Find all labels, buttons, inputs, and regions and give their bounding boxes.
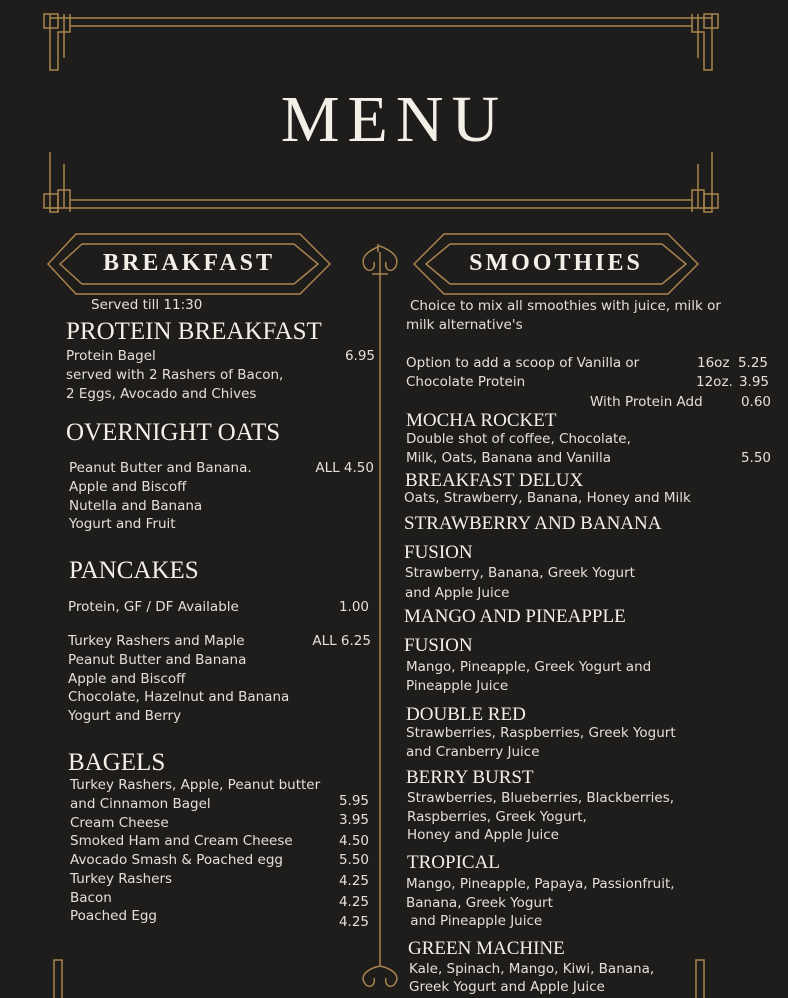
mango-line: Mango, Pineapple, Greek Yogurt and	[406, 659, 652, 675]
protein-line: served with 2 Rashers of Bacon,	[66, 367, 284, 383]
strawberry-line: and Apple Juice	[405, 585, 510, 601]
bagel-item: Avocado Smash & Poached egg	[70, 852, 283, 868]
bagel-price: 4.25	[338, 873, 369, 889]
protein-line: 2 Eggs, Avocado and Chives	[66, 386, 257, 402]
mocha-line: Milk, Oats, Banana and Vanilla	[406, 450, 612, 466]
bagel-item: Turkey Rashers	[70, 871, 173, 887]
smoothies-intro: milk alternative's	[406, 317, 523, 333]
pancakes-option-price: 1.00	[338, 599, 369, 615]
smoothies-banner: SMOOTHIES	[469, 250, 643, 276]
bagels-line: Turkey Rashers, Apple, Peanut butter	[70, 777, 321, 793]
bagel-item: and Cinnamon Bagel	[70, 796, 211, 812]
breakfast-note: Served till 11:30	[91, 297, 203, 313]
oats-item: Peanut Butter and Banana.	[69, 460, 252, 476]
breakfast-delux-heading: BREAKFAST DELUX	[405, 470, 584, 491]
strawberry-banana-heading: STRAWBERRY AND BANANA	[404, 513, 662, 534]
oats-price: ALL 4.50	[315, 460, 374, 476]
bagel-item: Cream Cheese	[70, 815, 169, 831]
pancakes-heading: PANCAKES	[69, 557, 199, 584]
pancakes-item: Apple and Biscoff	[68, 671, 186, 687]
pancakes-option: Protein, GF / DF Available	[68, 599, 239, 615]
berry-line: Raspberries, Greek Yogurt,	[407, 809, 587, 825]
berry-line: Honey and Apple Juice	[407, 827, 559, 843]
tropical-line: and Pineapple Juice	[406, 913, 543, 929]
mango-pineapple-heading: MANGO AND PINEAPPLE	[404, 606, 626, 627]
bagels-heading: BAGELS	[68, 749, 166, 776]
green-line: Kale, Spinach, Mango, Kiwi, Banana,	[409, 961, 655, 977]
option-price: 5.25	[737, 355, 768, 371]
berry-burst-heading: BERRY BURST	[406, 767, 534, 788]
pancakes-item: Peanut Butter and Banana	[68, 652, 247, 668]
bagel-price: 3.95	[338, 812, 369, 828]
protein-line: Protein Bagel	[66, 348, 156, 364]
berry-line: Strawberries, Blueberries, Blackberries,	[407, 790, 675, 806]
double-red-heading: DOUBLE RED	[406, 704, 526, 725]
protein-price: 6.95	[344, 348, 375, 364]
oats-item: Yogurt and Fruit	[69, 516, 176, 532]
bagel-item: Poached Egg	[70, 908, 158, 924]
mocha-line: Double shot of coffee, Chocolate,	[406, 431, 631, 447]
breakfast-banner: BREAKFAST	[103, 250, 275, 276]
mocha-price: 5.50	[740, 450, 771, 466]
pancakes-price: ALL 6.25	[312, 633, 371, 649]
green-line: Greek Yogurt and Apple Juice	[409, 979, 605, 995]
protein-add-price: 0.60	[740, 394, 771, 410]
protein-add-label: With Protein Add	[590, 394, 703, 410]
option-price: 3.95	[738, 374, 769, 390]
mocha-rocket-heading: MOCHA ROCKET	[406, 410, 557, 431]
bagel-price: 5.95	[338, 793, 369, 809]
strawberry-line: Strawberry, Banana, Greek Yogurt	[405, 565, 635, 581]
bagel-price: 4.25	[338, 914, 369, 930]
pancakes-item: Chocolate, Hazelnut and Banana	[68, 689, 290, 705]
double-red-line: Strawberries, Raspberries, Greek Yogurt	[406, 725, 676, 741]
pancakes-item: Yogurt and Berry	[68, 708, 182, 724]
bagel-price: 5.50	[338, 852, 369, 868]
mango-pineapple-heading: FUSION	[404, 635, 473, 656]
tropical-line: Mango, Pineapple, Papaya, Passionfruit,	[406, 876, 675, 892]
menu-title: MENU	[280, 83, 508, 156]
tropical-heading: TROPICAL	[407, 852, 500, 873]
green-machine-heading: GREEN MACHINE	[408, 938, 565, 959]
oats-item: Apple and Biscoff	[69, 479, 187, 495]
double-red-line: and Cranberry Juice	[406, 744, 540, 760]
bagel-price: 4.50	[338, 833, 369, 849]
delux-line: Oats, Strawberry, Banana, Honey and Milk	[404, 490, 691, 506]
oats-item: Nutella and Banana	[69, 498, 203, 514]
smoothies-intro: Choice to mix all smoothies with juice, milk or	[410, 298, 721, 314]
protein-breakfast-heading: PROTEIN BREAKFAST	[66, 318, 322, 345]
bagel-item: Bacon	[70, 890, 112, 906]
option-size: 16oz	[697, 355, 730, 371]
option-line: Chocolate Protein	[406, 374, 526, 390]
overnight-oats-heading: OVERNIGHT OATS	[66, 419, 281, 446]
bagel-price: 4.25	[338, 894, 369, 910]
bagel-item: Smoked Ham and Cream Cheese	[70, 833, 293, 849]
option-line: Option to add a scoop of Vanilla or	[406, 355, 640, 371]
tropical-line: Banana, Greek Yogurt	[406, 895, 553, 911]
strawberry-banana-heading: FUSION	[404, 542, 473, 563]
pancakes-item: Turkey Rashers and Maple	[68, 633, 245, 649]
mango-line: Pineapple Juice	[406, 678, 509, 694]
option-size: 12oz.	[696, 374, 733, 390]
